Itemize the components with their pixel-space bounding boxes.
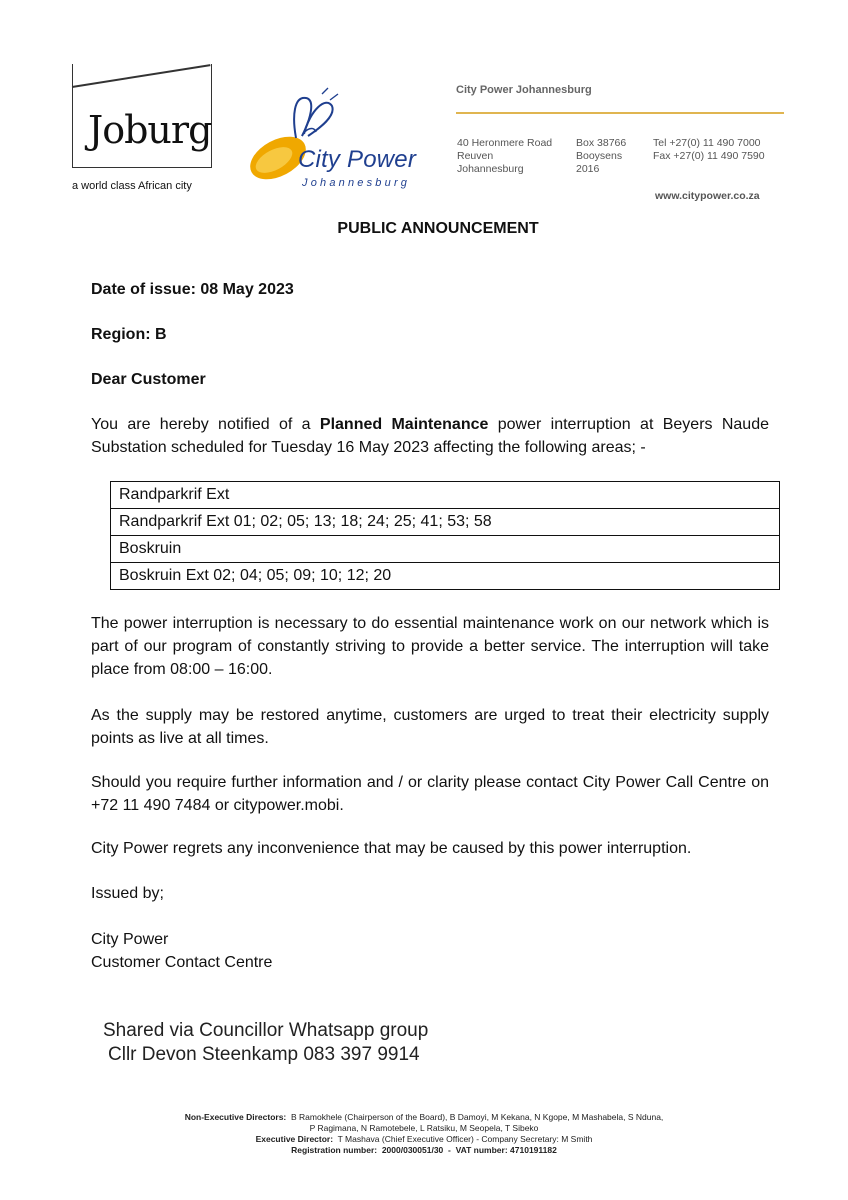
- footer-registration: Registration number: 2000/030051/30 - VAT number: 4710191182: [291, 1145, 557, 1155]
- table-row: [111, 563, 780, 590]
- issued-by: Issued by;: [91, 885, 164, 902]
- box-line: Booysens: [576, 150, 623, 162]
- regret-paragraph: City Power regrets any inconvenience that may be caused by this power interruption.: [91, 840, 692, 857]
- salutation: Dear Customer: [91, 371, 206, 388]
- footer-ned-line2: P Ragimana, N Ramotebele, L Ratsiku, M Seopela, T Sibeko: [309, 1123, 539, 1133]
- address-line: Johannesburg: [457, 163, 524, 175]
- tel-line: Tel +27(0) 11 490 7000: [653, 137, 761, 149]
- table-row: [111, 509, 780, 536]
- header-divider: [456, 112, 784, 114]
- date-of-issue: Date of issue: 08 May 2023: [91, 281, 294, 298]
- address-line: 40 Heronmere Road: [457, 137, 553, 149]
- address-line: Reuven: [457, 150, 494, 162]
- intro-text-start: You are hereby notified of a: [91, 416, 320, 433]
- footer-exec-value: T Mashava (Chief Executive Officer) - Company Secretary: M Smith: [337, 1134, 593, 1144]
- company-name: City Power Johannesburg: [456, 84, 592, 96]
- table-row: [111, 482, 780, 509]
- footer-exec-label: Executive Director:: [255, 1134, 334, 1144]
- joburg-logo-text: Joburg: [88, 108, 212, 152]
- footer-ned-label: Non-Executive Directors:: [184, 1112, 287, 1122]
- website-link[interactable]: www.citypower.co.za: [655, 190, 760, 202]
- area-cell: Boskruin: [111, 536, 780, 563]
- footer-reg-value: 2000/030051/30: [381, 1145, 444, 1155]
- footer-directors: [0, 1112, 848, 1123]
- joburg-tagline: a world class African city: [72, 180, 192, 192]
- footer: [0, 1112, 848, 1156]
- table-row: [111, 536, 780, 563]
- shared-note-line1: Shared via Councillor Whatsapp group: [103, 1020, 429, 1041]
- footer-ned-line1: B Ramokhele (Chairperson of the Board), B Damoyi, M Kekana, N Kgope, M Mashabela, S Nduna,: [291, 1112, 664, 1122]
- necessity-paragraph: The power interruption is necessary to do essential maintenance work on our network which is part of our program of constantly striving to provide a better service. The interruption will take place from 08:00 – 16:00.: [91, 615, 769, 678]
- city-power-logo-sub: Johannesburg: [302, 177, 411, 189]
- intro-planned-maintenance: Planned Maintenance: [319, 416, 489, 433]
- affected-areas-table: [110, 481, 780, 590]
- street-address: [457, 137, 552, 176]
- shared-note-line2: Cllr Devon Steenkamp 083 397 9914: [108, 1044, 420, 1065]
- signature-org: City Power: [91, 931, 169, 948]
- area-cell: Randparkrif Ext 01; 02; 05; 13; 18; 24; 25; 41; 53; 58: [111, 509, 780, 536]
- fax-line: Fax +27(0) 11 490 7590: [653, 150, 765, 162]
- area-cell: Boskruin Ext 02; 04; 05; 09; 10; 12; 20: [111, 563, 780, 590]
- footer-vat-label: VAT number:: [455, 1145, 508, 1155]
- page-title: PUBLIC ANNOUNCEMENT: [337, 220, 539, 237]
- area-cell: Randparkrif Ext: [111, 482, 780, 509]
- supply-paragraph: As the supply may be restored anytime, customers are urged to treat their electricity supply points as live at all times.: [91, 707, 769, 747]
- signature-dept: Customer Contact Centre: [91, 954, 273, 971]
- region: Region: B: [91, 326, 167, 343]
- contact-paragraph: Should you require further information and / or clarity please contact City Power Call Centre on +72 11 490 7484 or citypower.mobi.: [91, 774, 769, 814]
- box-line: 2016: [576, 163, 600, 175]
- footer-reg-label: Registration number:: [291, 1145, 378, 1155]
- intro-text-end: power interruption at Beyers Naude Substation scheduled for Tuesday 16 May 2023 affecting the following areas; -: [91, 416, 770, 456]
- city-power-logo-name: City Power: [298, 146, 417, 173]
- footer-vat-value: 4710191182: [510, 1145, 557, 1155]
- postal-address: [576, 137, 626, 176]
- phone-contact: [653, 137, 765, 163]
- intro-paragraph: [91, 413, 769, 459]
- box-line: Box 38766: [576, 137, 627, 149]
- footer-executive: [0, 1134, 848, 1145]
